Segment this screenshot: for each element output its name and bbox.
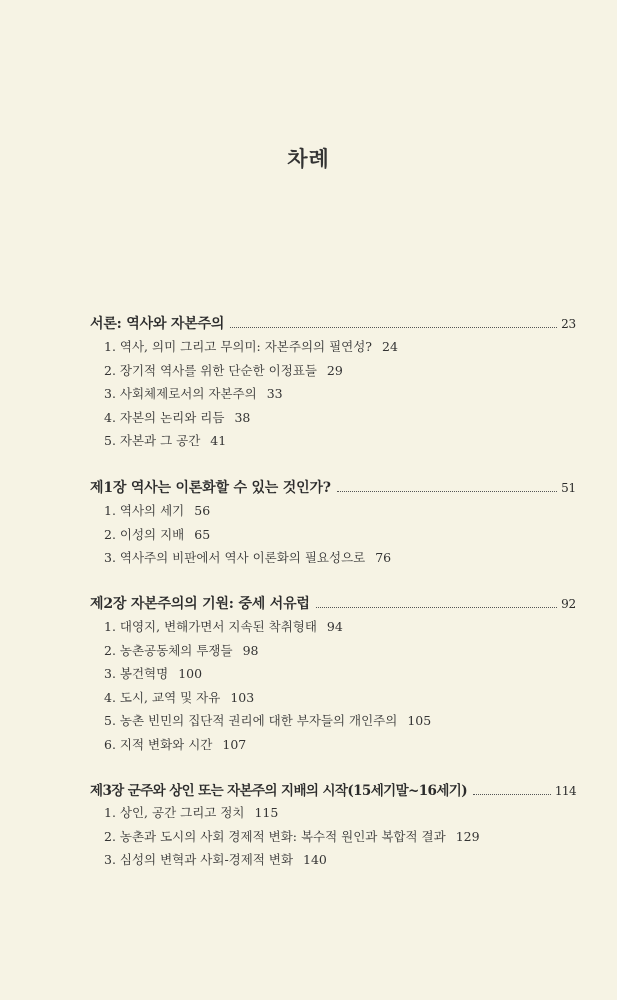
toc-item [90,499,576,523]
item-title: 3. 심성의 변혁과 사회-경제적 변화 [104,852,294,867]
item-title: 1. 역사의 세기 [104,503,185,518]
section-title: 제1장 역사는 이론화할 수 있는 것인가? [90,480,331,496]
section-page-number: 92 [561,597,576,611]
item-title: 3. 역사주의 비판에서 역사 이론화의 필요성으로 [104,550,366,565]
toc-item [90,662,576,686]
toc-item [90,429,576,453]
toc-item [90,546,576,570]
item-page-number: 107 [222,736,247,752]
section-page-number: 114 [554,784,576,798]
item-page-number: 29 [326,362,343,378]
item-page-number: 33 [266,386,283,401]
item-page-number: 76 [375,550,392,565]
toc-section-introduction [90,313,576,453]
item-title: 5. 자본과 그 공간 [104,433,201,448]
item-title: 1. 상인, 공간 그리고 정치 [104,805,245,820]
toc-item [90,686,576,710]
toc-item [90,615,576,639]
item-page-number: 100 [178,666,203,681]
dot-leader [473,793,551,795]
item-page-number: 103 [230,689,255,705]
section-heading [90,313,576,335]
dot-leader [230,326,557,328]
item-page-number: 41 [210,433,227,448]
toc-item [90,406,576,430]
toc-item [90,639,576,663]
toc-item [90,709,576,733]
item-title: 3. 사회체제로서의 자본주의 [104,386,257,401]
section-page-number: 23 [561,317,576,331]
section-title: 제2장 자본주의의 기원: 중세 서유럽 [90,596,310,612]
dot-leader [337,490,557,492]
item-page-number: 129 [455,828,480,844]
toc-item [90,335,576,359]
item-title: 1. 대영지, 변해가면서 지속된 착취형태 [104,619,317,634]
toc-section-chapter-3 [90,779,576,872]
item-page-number: 94 [326,619,343,634]
section-heading [90,593,576,615]
toc-item [90,733,576,757]
toc-item [90,359,576,383]
item-page-number: 98 [242,642,259,658]
item-title: 2. 농촌공동체의 투쟁들 [104,642,233,658]
item-page-number: 115 [254,805,279,820]
item-page-number: 105 [407,713,432,728]
dot-leader [316,606,557,608]
item-title: 3. 봉건혁명 [104,666,169,681]
toc-item [90,825,576,849]
item-title: 5. 농촌 빈민의 집단적 권리에 대한 부자들의 개인주의 [104,713,398,728]
toc-section-chapter-2 [90,593,576,756]
item-title: 6. 지적 변화와 시간 [104,736,213,752]
item-page-number: 140 [303,852,327,867]
section-heading [90,477,576,499]
section-page-number: 51 [561,481,576,495]
page-title: 차례 [287,147,330,171]
toc-item [90,523,576,547]
toc-item [90,801,576,825]
toc-item [90,382,576,406]
item-page-number: 38 [234,409,251,425]
toc-item [90,848,576,872]
item-title: 2. 장기적 역사를 위한 단순한 이정표들 [104,362,317,378]
item-page-number: 65 [194,526,211,542]
item-title: 2. 농촌과 도시의 사회 경제적 변화: 복수적 원인과 복합적 결과 [104,828,446,844]
section-title: 서론: 역사와 자본주의 [90,316,225,332]
section-title: 제3장 군주와 상인 또는 자본주의 지배의 시작(15세기말~16세기) [90,783,467,799]
item-title: 4. 자본의 논리와 리듬 [104,409,225,425]
item-page-number: 24 [382,339,398,354]
item-title: 2. 이성의 지배 [104,526,185,542]
item-page-number: 56 [194,503,211,518]
item-title: 1. 역사, 의미 그리고 무의미: 자본주의의 필연성? [104,339,373,354]
toc-section-chapter-1 [90,477,576,570]
item-title: 4. 도시, 교역 및 자유 [104,689,221,705]
section-heading [90,779,576,801]
